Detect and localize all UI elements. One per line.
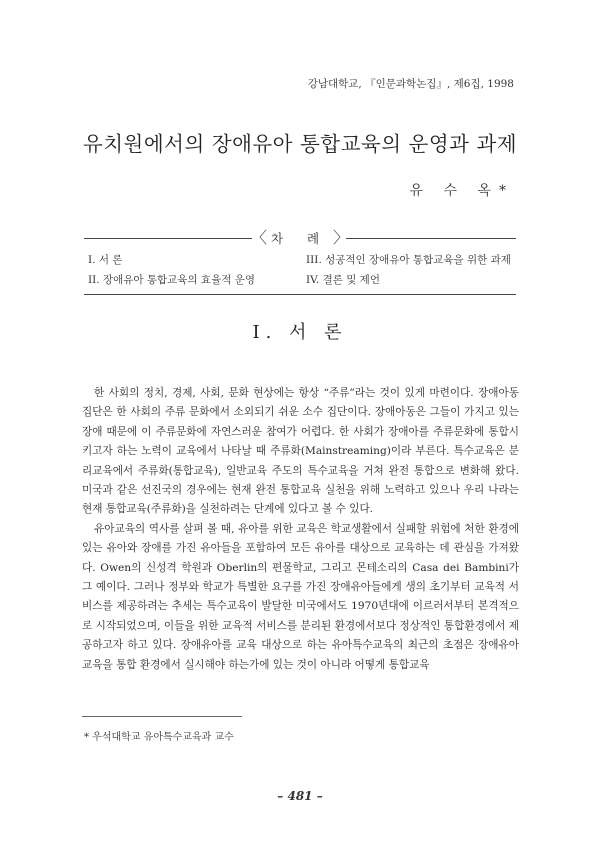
toc-title: 차 례 <box>270 231 330 246</box>
toc-bracket-right-icon: 〉 <box>332 228 349 247</box>
toc-item-introduction: I. 서 론 <box>88 254 123 266</box>
toc-item-conclusion: IV. 결론 및 제언 <box>306 274 380 286</box>
footnote-divider <box>82 716 242 717</box>
page-number: – 481 – <box>277 789 323 803</box>
article-title: 유치원에서의 장애유아 통합교육의 운영과 과제 <box>82 132 518 156</box>
body-paragraph: 한 사회의 정치, 경제, 사회, 문화 현상에는 항상 “주류”라는 것이 있게 마련이다. 장애아동 집단은 한 사회의 주류 문화에서 소외되기 쉬운 소수 집단이다. 장애아동은 그들이 가지고 있는 장애 때문에 이 주류문화에 자연스러운 참여가 어렵다. 한 사회가 장애아를 주류문화에 통합시키고자 하는 노력이 교육에서 나타날 때 주류화(Mainstreaming)이라 부른다. 특수교육은 분리교육에서 주류화(통합교육), 일반교육 주도의 특수교육을 거쳐 완전 통합으로 변화해 왔다. 미국과 같은 선진국의 경우에는 현재 완전 통합교육 실천을 위해 노력하고 있으나 우리 나라는 현재 통합교육(주류화)을 실천하려는 단계에 있다고 볼 수 있다. <box>82 387 519 516</box>
journal-reference: 강남대학교, 『인문과학논집』, 제6집, 1998 <box>307 78 514 90</box>
table-of-contents <box>84 228 516 295</box>
body-text <box>82 384 519 675</box>
toc-item-tasks: III. 성공적인 장애유아 통합교육을 위한 과제 <box>306 254 511 266</box>
footnote: * 우석대학교 유아특수교육과 교수 <box>84 732 234 743</box>
body-paragraph: 유아교육의 역사를 살펴 볼 때, 유아를 위한 교육은 학교생활에서 실패할 위험에 처한 환경에 있는 유아와 장애를 가진 유아들을 포함하여 모든 유아를 대상으로 교육하는 데 관심을 가져왔다. Owen의 신성격 학원과 Oberlin의 편물학교, 그리고 몬테소리의 Casa dei Bambini가 그 예이다. 그러나 정부와 학교가 특별한 요구를 가진 장애유아들에게 생의 초기부터 교육적 서비스를 제공하려는 추세는 특수교육이 발달한 미국에서도 1970년대에 이르러서부터 본격적으로 시작되었으며, 이들을 위한 교육적 서비스를 분리된 환경에서보다 정상적인 통합환경에서 제공하고자 하고 있다. 장애유아를 교육 대상으로 하는 유아특수교육의 최근의 초점은 장애유아 교육을 통합 환경에서 실시해야 하는가에 있는 것이 아니라 어떻게 통합교육 <box>82 522 519 671</box>
toc-item-operation: II. 장애유아 통합교육의 효율적 운영 <box>88 274 255 286</box>
section-heading: I. 서 론 <box>252 322 348 343</box>
article-author: 유 수 옥* <box>409 183 514 199</box>
toc-bracket-left-icon: 〈 <box>251 228 268 247</box>
